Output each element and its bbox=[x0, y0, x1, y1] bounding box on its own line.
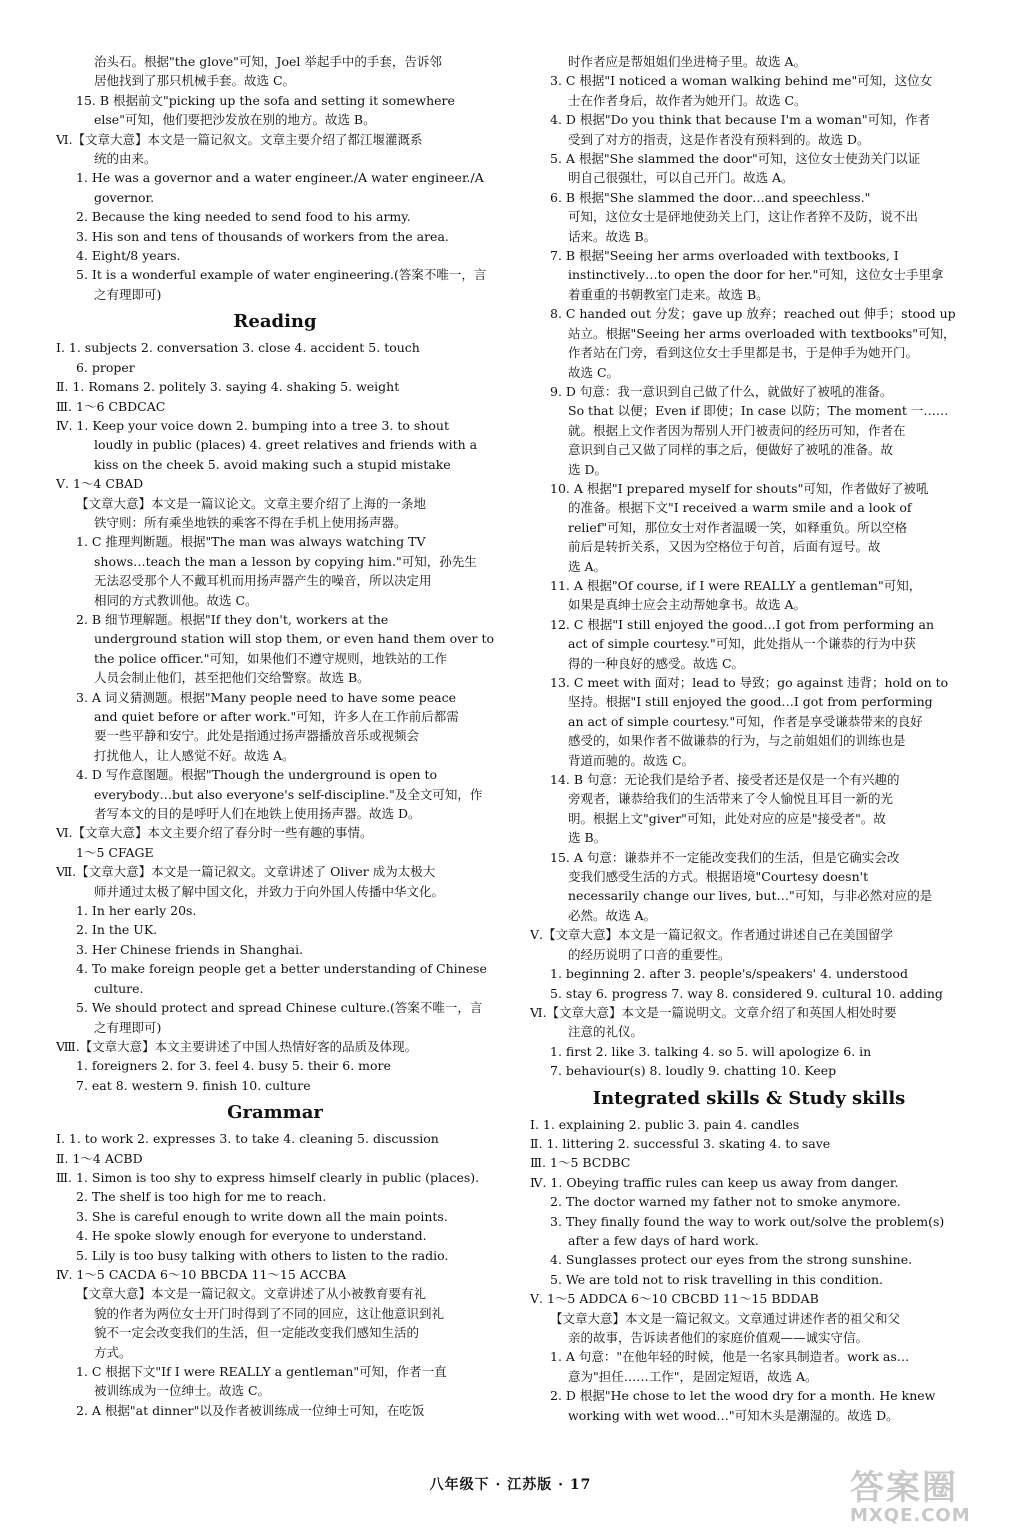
answer-line: 打扰他人，让人感觉不好。故选 A。 bbox=[94, 747, 295, 763]
answer-line: 2. In the UK. bbox=[76, 922, 158, 938]
answer-line: Ⅲ. 1～5 BCDBC bbox=[530, 1155, 631, 1171]
watermark-url: MXQE.COM bbox=[850, 1505, 971, 1526]
answer-line: 人员会制止他们，甚至把他们交给警察。故选 B。 bbox=[94, 670, 370, 686]
answer-line: Ⅲ. 1～6 CBDCAC bbox=[56, 398, 166, 414]
answer-line: 无法忍受那个人不戴耳机而用扬声器产生的噪音，所以决定用 bbox=[94, 573, 432, 589]
answer-line: Ⅴ.【文章大意】本文是一篇记叙文。作者通过讲述自己在美国留学 bbox=[530, 927, 894, 943]
answer-line: relief"可知，那位女士对作者温暖一笑，如释重负。所以空格 bbox=[568, 519, 908, 535]
answer-line: 15. A 句意：谦恭并不一定能改变我们的生活，但是它确实会改 bbox=[550, 849, 900, 865]
answer-line: Ⅶ.【文章大意】本文是一篇记叙文。文章讲述了 Oliver 成为太极大 bbox=[56, 864, 436, 880]
answer-line: Ⅱ. 1. Romans 2. politely 3. saying 4. shaking 5. weight bbox=[56, 379, 400, 395]
answer-line: 【文章大意】本文是一篇议论文。文章主要介绍了上海的一条地 bbox=[76, 495, 427, 511]
answer-line: Ⅵ.【文章大意】本文是一篇说明文。文章介绍了和英国人相处时要 bbox=[530, 1004, 897, 1020]
answer-line: 15. B 根据前文"picking up the sofa and setting it somewhere bbox=[76, 92, 455, 108]
answer-line: 者写本文的目的是呼吁人们在地铁上使用扬声器。故选 D。 bbox=[94, 806, 421, 822]
answer-line: 士在作者身后，故作者为她开门。故选 C。 bbox=[568, 92, 807, 108]
answer-line: 站立。根据"Seeing her arms overloaded with textbooks"可知， bbox=[568, 325, 956, 341]
answer-line: 5. We should protect and spread Chinese culture.(答案不唯一，言 bbox=[76, 1000, 483, 1016]
answer-line: 貌不一定会改变我们的生活，但一定能改变我们感知生活的 bbox=[94, 1325, 420, 1341]
answer-line: 选 B。 bbox=[568, 830, 607, 846]
answer-line: 必然。故选 A。 bbox=[568, 907, 657, 923]
answer-line: 故选 C。 bbox=[568, 364, 620, 380]
answer-line: 5. We are told not to risk travelling in this condition. bbox=[550, 1271, 884, 1287]
answer-line: underground station will stop them, or even hand them over to bbox=[94, 631, 494, 647]
answer-line: 7. behaviour(s) 8. loudly 9. chatting 10. Keep bbox=[550, 1063, 837, 1079]
answer-line: 感受的，如果作者不做谦恭的行为，与之前姐姐们的训练也是 bbox=[568, 733, 906, 749]
answer-line: kiss on the cheek 5. avoid making such a stupid mistake bbox=[94, 456, 451, 472]
answer-line: 可知，这位女士是砰地使劲关上门，这让作者猝不及防，说不出 bbox=[568, 209, 919, 225]
answer-line: 10. A 根据"I prepared myself for shouts"可知，作者做好了被吼 bbox=[550, 480, 929, 496]
answer-line: 居他找到了那只机械手套。故选 C。 bbox=[94, 73, 296, 89]
answer-line: 坚持。根据"I still enjoyed the good…I got from performing bbox=[568, 694, 933, 710]
answer-line: Ⅳ. 1～5 CACDA 6～10 BBCDA 11～15 ACCBA bbox=[56, 1266, 347, 1282]
answer-line: 1～5 CFAGE bbox=[76, 844, 154, 860]
answer-line: 5. Lily is too busy talking with others to listen to the radio. bbox=[76, 1247, 449, 1263]
answer-line: 4. He spoke slowly enough for everyone to understand. bbox=[76, 1228, 427, 1244]
answer-line: 1. foreigners 2. for 3. feel 4. busy 5. their 6. more bbox=[76, 1058, 391, 1074]
answer-line: 旁观者，谦恭给我们的生活带来了令人愉悦且耳目一新的光 bbox=[568, 791, 894, 807]
answer-line: 5. A 根据"She slammed the door"可知，这位女士使劲关门以证 bbox=[550, 151, 921, 167]
answer-line: 背道而驰的。故选 C。 bbox=[568, 752, 695, 768]
answer-line: 4. D 根据"Do you think that because I'm a woman"可知，作者 bbox=[550, 112, 931, 128]
answer-line: 变我们感受生活的方式。根据语境"Courtesy doesn't bbox=[568, 869, 869, 885]
section-title-reading: Reading bbox=[233, 311, 317, 333]
answer-line: Ⅳ. 1. Keep your voice down 2. bumping into a tree 3. to shout bbox=[56, 417, 449, 433]
answer-line: 1. first 2. like 3. talking 4. so 5. will apologize 6. in bbox=[550, 1043, 872, 1059]
answer-line: 方式。 bbox=[94, 1344, 132, 1360]
answer-line: 7. B 根据"Seeing her arms overloaded with textbooks, I bbox=[550, 248, 899, 264]
answer-line: shows…teach the man a lesson by copying him."可知，孙先生 bbox=[94, 553, 477, 569]
answer-line: 5. It is a wonderful example of water engineering.(答案不唯一，言 bbox=[76, 267, 487, 283]
answer-line: 2. The shelf is too high for me to reach. bbox=[76, 1189, 327, 1205]
answer-line: 2. Because the king needed to send food to his army. bbox=[76, 209, 411, 225]
answer-line: 就。根据上文作者因为帮别人开门被责问的经历可知，作者在 bbox=[568, 422, 906, 438]
answer-line: 的经历说明了口音的重要性。 bbox=[568, 946, 731, 962]
answer-line: 治头石。根据"the glove"可知，Joel 举起手中的手套，告诉邻 bbox=[94, 54, 442, 69]
answer-line: 3. She is careful enough to write down all the main points. bbox=[76, 1208, 448, 1224]
watermark-text: 答案圈 bbox=[850, 1468, 958, 1508]
answer-line: 如果是真绅士应会主动帮她拿书。故选 A。 bbox=[568, 597, 807, 613]
answer-line: 3. His son and tens of thousands of workers from the area. bbox=[76, 228, 449, 244]
answer-line: Ⅴ. 1～5 ADDCA 6～10 CBCBD 11～15 BDDAB bbox=[530, 1291, 819, 1307]
answer-line: 1. A 句意："在他年轻的时候，他是一名家具制造者。work as… bbox=[550, 1349, 910, 1365]
answer-line: 作者站在门旁，看到这位女士手里都是书，于是伸手为她开门。 bbox=[568, 345, 919, 361]
answer-line: 之有理即可) bbox=[94, 1019, 162, 1035]
answer-line: 选 A。 bbox=[568, 558, 607, 574]
answer-line: 1. C 根据下文"If I were REALLY a gentleman"可知，作者一直 bbox=[76, 1364, 447, 1379]
answer-line: 明自己很强壮，可以自己开门。故选 A。 bbox=[568, 170, 794, 186]
watermark-logo bbox=[850, 1470, 1000, 1530]
answer-line: 统的由来。 bbox=[94, 151, 157, 167]
answer-line: Ⅰ. 1. explaining 2. public 3. pain 4. candles bbox=[530, 1116, 800, 1132]
answer-line: governor. bbox=[94, 189, 155, 205]
answer-line: an act of simple courtesy."可知，作者是享受谦恭带来的良好 bbox=[568, 713, 923, 729]
answer-line: 师并通过太极了解中国文化，并致力于向外国人传播中华文化。 bbox=[94, 883, 445, 899]
answer-line: 5. stay 6. progress 7. way 8. considered 9. cultural 10. adding bbox=[550, 985, 943, 1001]
answer-line: 4. Eight/8 years. bbox=[76, 248, 181, 264]
answer-line: 12. C 根据"I still enjoyed the good…I got from performing an bbox=[550, 616, 935, 632]
answer-line: necessarily change our lives, but…"可知，与非必然对应的是 bbox=[568, 888, 933, 904]
answer-line: 2. B 细节理解题。根据"If they don't, workers at the bbox=[76, 611, 389, 627]
answer-line: 的准备。根据下文"I received a warm smile and a look of bbox=[568, 500, 912, 516]
answer-line: 意为"担任……工作"，是固定短语，故选 A。 bbox=[568, 1368, 818, 1384]
answer-line: 9. D 句意：我一意识到自己做了什么，就做好了被吼的准备。 bbox=[550, 383, 893, 399]
answer-line: 要一些平静和安宁。此处是指通过扬声器播放音乐或视频会 bbox=[94, 728, 420, 744]
answer-line: and quiet before or after work."可知，许多人在工作前后都需 bbox=[94, 709, 459, 724]
answer-line: 2. A 根据"at dinner"以及作者被训练成一位绅士可知，在吃饭 bbox=[76, 1402, 425, 1418]
answer-line: 【文章大意】本文是一篇记叙文。文章讲述了从小被教育要有礼 bbox=[76, 1286, 427, 1302]
answer-line: Ⅵ.【文章大意】本文主要介绍了春分时一些有趣的事情。 bbox=[56, 825, 373, 841]
answer-line: Ⅷ.【文章大意】本文主要讲述了中国人热情好客的品质及体现。 bbox=[56, 1038, 418, 1054]
answer-line: instinctively…to open the door for her."可知，这位女士手里拿 bbox=[568, 267, 944, 283]
answer-line: Ⅵ.【文章大意】本文是一篇记叙文。文章主要介绍了都江堰灌溉系 bbox=[56, 131, 423, 147]
answer-line: 【文章大意】本文是一篇记叙文。文章通过讲述作者的祖父和父 bbox=[550, 1310, 901, 1326]
left-column bbox=[56, 52, 494, 1420]
answer-line: Ⅲ. 1. Simon is too shy to express himself clearly in public (places). bbox=[56, 1169, 480, 1185]
answer-line: the police officer."可知，如果他们不遵守规则，地铁站的工作 bbox=[94, 650, 447, 666]
answer-line: 亲的故事，告诉读者他们的家庭价值观——诚实守信。 bbox=[568, 1330, 869, 1345]
answer-line: 4. To make foreign people get a better understanding of Chinese bbox=[76, 961, 487, 977]
answer-line: 3. They finally found the way to work out/solve the problem(s) bbox=[550, 1213, 945, 1229]
answer-line: 3. C 根据"I noticed a woman walking behind me"可知，这位女 bbox=[550, 73, 933, 89]
answer-line: 2. D 根据"He chose to let the wood dry for a month. He knew bbox=[550, 1388, 936, 1404]
answer-line: 1. In her early 20s. bbox=[76, 903, 197, 919]
answer-line: 14. B 句意：无论我们是给予者、接受者还是仅是一个有兴趣的 bbox=[550, 772, 900, 788]
answer-line: 13. C meet with 面对；lead to 导致；go against 违背；hold on to bbox=[550, 675, 949, 690]
answer-line: 1. beginning 2. after 3. people's/speakers' 4. understood bbox=[550, 966, 908, 982]
answer-line: everybody…but also everyone's self-discipline."及全文可知，作 bbox=[94, 786, 483, 802]
answer-line: 被训练成为一位绅士。故选 C。 bbox=[94, 1383, 271, 1399]
answer-line: 1. He was a governor and a water engineer./A water engineer./A bbox=[76, 170, 484, 186]
answer-line: 4. Sunglasses protect our eyes from the strong sunshine. bbox=[550, 1252, 913, 1268]
answer-line: 着重重的书朝教室门走来。故选 B。 bbox=[568, 286, 769, 302]
answer-line: 话来。故选 B。 bbox=[568, 228, 657, 244]
answer-line: Ⅰ. 1. to work 2. expresses 3. to take 4. cleaning 5. discussion bbox=[56, 1131, 439, 1147]
answer-line: 相同的方式教训他。故选 C。 bbox=[94, 592, 258, 608]
answer-line: 6. B 根据"She slammed the door…and speechless." bbox=[550, 189, 871, 205]
answer-line: 意识到自己又做了同样的事之后，便做好了被吼的准备。故 bbox=[568, 442, 894, 458]
answer-line: working with wet wood…"可知木头是潮湿的。故选 D。 bbox=[568, 1407, 899, 1423]
answer-line: 选 D。 bbox=[568, 461, 607, 477]
answer-line: Ⅱ. 1. littering 2. successful 3. skating 4. to save bbox=[530, 1135, 831, 1151]
right-column bbox=[530, 52, 968, 1425]
answer-line: 受到了对方的指责，这是作者没有预料到的。故选 D。 bbox=[568, 131, 870, 147]
answer-line: 铁守则：所有乘坐地铁的乘客不得在手机上使用扬声器。 bbox=[94, 514, 407, 530]
answer-line: 2. The doctor warned my father not to smoke anymore. bbox=[550, 1194, 901, 1210]
answer-line: 3. Her Chinese friends in Shanghai. bbox=[76, 941, 304, 957]
answer-line: act of simple courtesy."可知，此处指从一个谦恭的行为中获 bbox=[568, 636, 916, 652]
answer-line: 1. C 推理判断题。根据"The man was always watching TV bbox=[76, 534, 426, 550]
answer-line: 前后是转折关系，又因为空格位于句首，后面有逗号。故 bbox=[568, 539, 881, 555]
section-title-skills: Integrated skills & Study skills bbox=[592, 1087, 906, 1109]
answer-line: 明。根据上文"giver"可知，此处对应的应是"接受者"。故 bbox=[568, 810, 886, 826]
answer-line: 3. A 词义猜测题。根据"Many people need to have some peace bbox=[76, 689, 456, 705]
answer-line: 8. C handed out 分发；gave up 放弃；reached out 伸手；stood up bbox=[550, 306, 956, 322]
answer-line: Ⅱ. 1～4 ACBD bbox=[56, 1150, 143, 1166]
answer-line: 11. A 根据"Of course, if I were REALLY a gentleman"可知， bbox=[550, 577, 922, 593]
answer-line: 7. eat 8. western 9. finish 10. culture bbox=[76, 1077, 311, 1093]
answer-line: else"可知，他们要把沙发放在别的地方。故选 B。 bbox=[94, 112, 376, 128]
answer-line: Ⅳ. 1. Obeying traffic rules can keep us away from danger. bbox=[530, 1174, 899, 1190]
answer-line: 6. proper bbox=[76, 359, 135, 375]
page-footer: 八年级下 · 江苏版 · 17 bbox=[429, 1477, 592, 1493]
section-title-grammar: Grammar bbox=[227, 1102, 323, 1124]
answer-line: culture. bbox=[94, 980, 144, 996]
answer-line: 时作者应是帮姐姐们坐进椅子里。故选 A。 bbox=[568, 54, 807, 69]
answer-line: 4. D 写作意图题。根据"Though the underground is open to bbox=[76, 767, 438, 783]
answer-line: 注意的礼仪。 bbox=[568, 1024, 644, 1040]
answer-line: 得的一种良好的感受。故选 C。 bbox=[568, 655, 745, 671]
answer-line: 之有理即可) bbox=[94, 286, 162, 302]
answer-line: 貌的作者为两位女士开门时得到了不同的回应，这让他意识到礼 bbox=[94, 1305, 445, 1321]
answer-line: Ⅰ. 1. subjects 2. conversation 3. close 4. accident 5. touch bbox=[56, 340, 420, 356]
answer-line: loudly in public (places) 4. greet relatives and friends with a bbox=[94, 437, 478, 453]
answer-line: after a few days of hard work. bbox=[568, 1232, 759, 1248]
answer-line: Ⅴ. 1～4 CBAD bbox=[56, 476, 144, 492]
answer-line: So that 以便；Even if 即使；In case 以防；The moment 一…… bbox=[568, 403, 949, 419]
